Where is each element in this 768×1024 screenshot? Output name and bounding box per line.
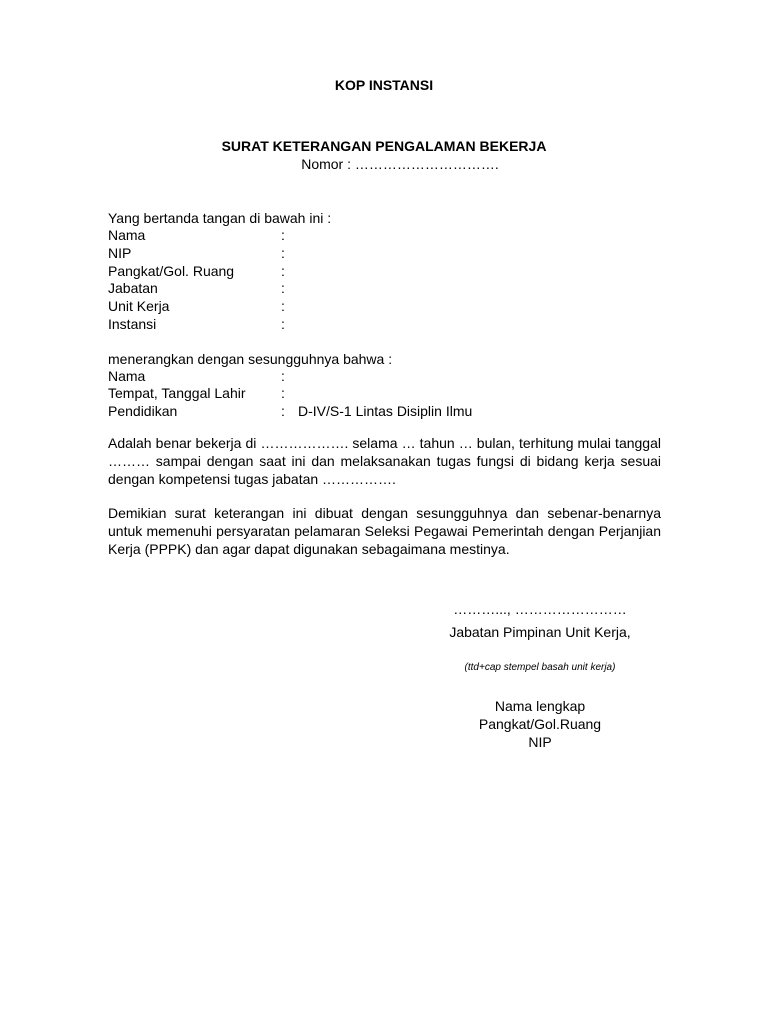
subject-education-value: D-IV/S-1 Lintas Disiplin Ilmu <box>298 403 473 419</box>
paragraph-closing: Demikian surat keterangan ini dibuat dengan sesungguhnya dan sebenar-benarnya untuk memenuhi persyaratan pelamaran Seleksi Pegawai Pemerintah dengan Perjanjian Kerja (PPPK) dan agar dapat digunakan sebagaimana mestinya. <box>108 505 661 557</box>
subject-education-colon: : <box>281 403 285 419</box>
subject-birth-colon: : <box>281 385 285 401</box>
subject-intro: menerangkan dengan sesungguhnya bahwa : <box>108 351 393 367</box>
signer-rank-colon: : <box>281 263 285 279</box>
signer-agency-label: Instansi <box>108 316 157 332</box>
signer-unit-colon: : <box>281 298 285 314</box>
signer-rank-label: Pangkat/Gol. Ruang <box>108 263 235 279</box>
subject-name-label: Nama <box>108 368 146 384</box>
document-number: Nomor : …………………………. <box>301 156 499 172</box>
signer-nip-colon: : <box>281 245 285 261</box>
signer-agency-colon: : <box>281 316 285 332</box>
signer-unit-label: Unit Kerja <box>108 298 170 314</box>
signer-position-label: Jabatan <box>108 280 158 296</box>
subject-education-label: Pendidikan <box>108 403 178 419</box>
document-title: SURAT KETERANGAN PENGALAMAN BEKERJA <box>221 138 547 154</box>
signature-stamp-note: (ttd+cap stempel basah unit kerja) <box>464 662 616 673</box>
paragraph-work: Adalah benar bekerja di ………………. selama … tahun … bulan, terhitung mulai tanggal ……… sampai dengan saat ini dan melaksanakan tugas fungsi di bidang kerja sesuai dengan kompetensi tugas jabatan ……………. <box>108 435 661 487</box>
signature-place-date: ………..., …………………… <box>453 601 627 617</box>
subject-name-colon: : <box>281 368 285 384</box>
signature-position: Jabatan Pimpinan Unit Kerja, <box>449 624 631 640</box>
signer-name-label: Nama <box>108 227 146 243</box>
signer-nip-label: NIP <box>108 245 132 261</box>
signer-position-colon: : <box>281 280 285 296</box>
signature-nip: NIP <box>528 734 552 750</box>
signature-name: Nama lengkap <box>494 698 586 714</box>
signer-name-colon: : <box>281 227 285 243</box>
letterhead: KOP INSTANSI <box>334 77 434 93</box>
signature-rank: Pangkat/Gol.Ruang <box>478 716 602 732</box>
signer-intro: Yang bertanda tangan di bawah ini : <box>108 210 332 226</box>
subject-birth-label: Tempat, Tanggal Lahir <box>108 385 246 401</box>
